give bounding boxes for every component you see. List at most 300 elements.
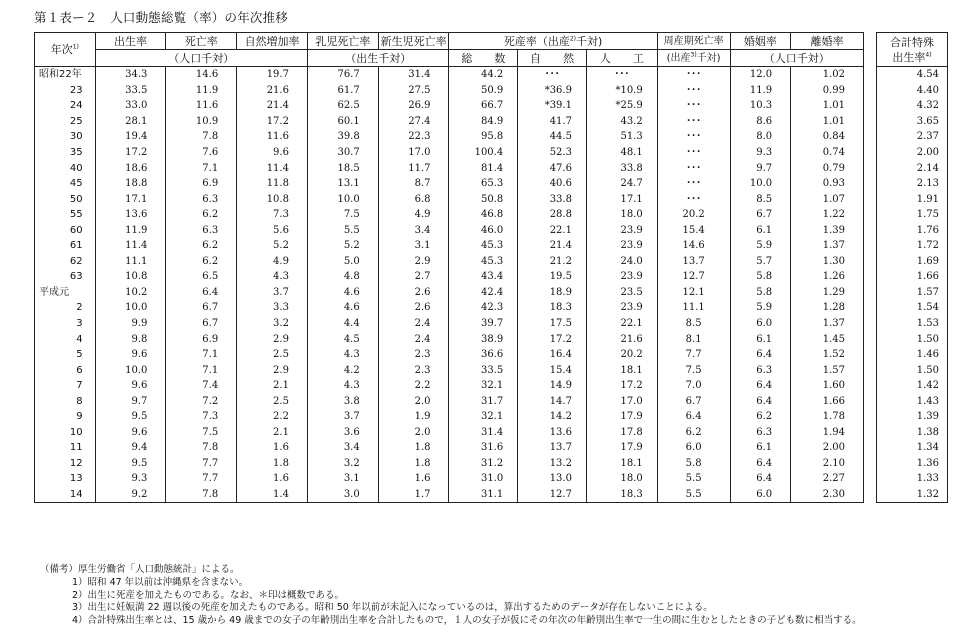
table-row — [877, 222, 948, 238]
table-cell: 5.9 — [730, 238, 791, 254]
table-cell: 13.6 — [518, 425, 587, 441]
table-cell: 1.57 — [791, 362, 864, 378]
table-cell: 31.4 — [378, 67, 449, 83]
table-cell: 40.6 — [518, 176, 587, 192]
table-cell: 1.66 — [791, 393, 864, 409]
table-cell: ･･･ — [518, 67, 587, 83]
total-fertility-rate-table — [876, 32, 948, 503]
tfr-cell: 1.91 — [877, 191, 948, 207]
table-row — [35, 362, 864, 378]
table-cell: 9.2 — [95, 487, 166, 503]
year-cell: 5 — [35, 347, 96, 363]
table-cell: 6.0 — [730, 316, 791, 332]
header-unit-population-2: （人口千対） — [730, 50, 864, 67]
table-cell: 11.9 — [95, 222, 166, 238]
table-cell: 9.5 — [95, 409, 166, 425]
table-cell: 0.93 — [791, 176, 864, 192]
year-cell: 30 — [35, 129, 96, 145]
table-cell: 18.1 — [586, 362, 657, 378]
table-cell: 9.5 — [95, 456, 166, 472]
note-source: （備考）厚生労働省「人口動態統計」による。 — [40, 564, 240, 575]
table-cell: 6.4 — [730, 347, 791, 363]
table-cell: 43.2 — [586, 114, 657, 130]
table-cell: 31.4 — [449, 425, 518, 441]
table-cell: ･･･ — [657, 98, 730, 114]
tfr-cell: 3.65 — [877, 114, 948, 130]
table-cell: 6.0 — [657, 440, 730, 456]
table-cell: 1.39 — [791, 222, 864, 238]
table-cell: 7.1 — [166, 160, 237, 176]
table-cell: 7.5 — [307, 207, 378, 223]
table-row — [877, 300, 948, 316]
table-cell: ･･･ — [586, 67, 657, 83]
table-row — [35, 471, 864, 487]
table-cell: 1.78 — [791, 409, 864, 425]
table-row — [35, 176, 864, 192]
tfr-cell: 1.42 — [877, 378, 948, 394]
table-cell: 3.1 — [378, 238, 449, 254]
table-cell: 1.6 — [237, 471, 308, 487]
table-cell: 23.9 — [586, 238, 657, 254]
table-cell: *25.9 — [586, 98, 657, 114]
note-4: 4）合計特殊出生率とは、15 歳から 49 歳までの女子の年齢別出生率を合計したもので，１人の女子が仮にその年次の年齢別出生率で一生の間に生むとしたときの子ども数に相当する。 — [72, 615, 862, 627]
table-row — [877, 331, 948, 347]
table-cell: 9.3 — [730, 145, 791, 161]
table-cell: 0.84 — [791, 129, 864, 145]
table-cell: 6.4 — [730, 378, 791, 394]
table-cell: 4.3 — [237, 269, 308, 285]
table-cell: 9.9 — [95, 316, 166, 332]
table-row — [35, 425, 864, 441]
table-cell: 5.8 — [657, 456, 730, 472]
table-row — [877, 347, 948, 363]
table-cell: 1.26 — [791, 269, 864, 285]
table-cell: 32.1 — [449, 409, 518, 425]
table-cell: 17.5 — [518, 316, 587, 332]
table-cell: 33.0 — [95, 98, 166, 114]
table-cell: 2.6 — [378, 285, 449, 301]
table-cell: 26.9 — [378, 98, 449, 114]
table-cell: 3.7 — [237, 285, 308, 301]
table-cell: 19.7 — [237, 67, 308, 83]
table-cell: 65.3 — [449, 176, 518, 192]
table-cell: ･･･ — [657, 83, 730, 99]
table-cell: 6.4 — [730, 393, 791, 409]
table-cell: 2.3 — [378, 347, 449, 363]
table-cell: 5.9 — [730, 300, 791, 316]
table-cell: 2.00 — [791, 440, 864, 456]
tfr-cell: 1.54 — [877, 300, 948, 316]
table-cell: 1.60 — [791, 378, 864, 394]
table-cell: 13.7 — [657, 254, 730, 270]
year-cell: 62 — [35, 254, 96, 270]
table-cell: 10.0 — [307, 191, 378, 207]
table-cell: 34.3 — [95, 67, 166, 83]
table-cell: 36.6 — [449, 347, 518, 363]
note-1: 1）昭和 47 年以前は沖縄県を含まない。 — [72, 576, 249, 588]
table-cell: 43.4 — [449, 269, 518, 285]
table-cell: 39.7 — [449, 316, 518, 332]
table-cell: 38.9 — [449, 331, 518, 347]
table-cell: 8.6 — [730, 114, 791, 130]
table-cell: 6.1 — [730, 222, 791, 238]
table-cell: 2.3 — [378, 362, 449, 378]
tfr-cell: 2.37 — [877, 129, 948, 145]
table-cell: 10.0 — [95, 362, 166, 378]
table-cell: 5.2 — [237, 238, 308, 254]
header-perinatal: 周産期死亡率 — [657, 33, 730, 50]
year-cell: 6 — [35, 362, 96, 378]
table-cell: 10.2 — [95, 285, 166, 301]
table-row — [877, 456, 948, 472]
tfr-cell: 1.72 — [877, 238, 948, 254]
table-cell: 18.5 — [307, 160, 378, 176]
table-cell: 18.0 — [586, 471, 657, 487]
tfr-cell: 2.13 — [877, 176, 948, 192]
table-cell: 1.28 — [791, 300, 864, 316]
table-row — [35, 440, 864, 456]
table-cell: 16.4 — [518, 347, 587, 363]
table-cell: *10.9 — [586, 83, 657, 99]
table-cell: 42.4 — [449, 285, 518, 301]
table-cell: 15.4 — [518, 362, 587, 378]
table-cell: 23.9 — [586, 269, 657, 285]
table-cell: *36.9 — [518, 83, 587, 99]
table-cell: 7.6 — [166, 145, 237, 161]
year-cell: 11 — [35, 440, 96, 456]
table-cell: 3.8 — [307, 393, 378, 409]
table-cell: 10.9 — [166, 114, 237, 130]
table-row — [877, 176, 948, 192]
table-cell: 6.8 — [378, 191, 449, 207]
table-cell: 13.2 — [518, 456, 587, 472]
header-tfr: 合計特殊 出生率$^{4)}$ — [877, 33, 948, 67]
table-row — [877, 114, 948, 130]
table-cell: 7.8 — [166, 487, 237, 503]
tfr-cell: 1.39 — [877, 409, 948, 425]
table-row — [877, 393, 948, 409]
table-row — [35, 191, 864, 207]
table-cell: 47.6 — [518, 160, 587, 176]
year-cell: 45 — [35, 176, 96, 192]
table-cell: 31.0 — [449, 471, 518, 487]
table-cell: 9.6 — [95, 378, 166, 394]
table-cell: 6.4 — [657, 409, 730, 425]
table-cell: 18.8 — [95, 176, 166, 192]
table-cell: 21.2 — [518, 254, 587, 270]
table-cell: 6.2 — [166, 207, 237, 223]
table-cell: 21.4 — [237, 98, 308, 114]
table-cell: 2.9 — [237, 331, 308, 347]
table-cell: 31.1 — [449, 487, 518, 503]
table-row — [877, 129, 948, 145]
table-cell: 2.9 — [237, 362, 308, 378]
table-cell: 11.4 — [95, 238, 166, 254]
table-cell: 2.4 — [378, 316, 449, 332]
table-cell: 6.2 — [657, 425, 730, 441]
table-cell: 1.29 — [791, 285, 864, 301]
table-cell: 17.2 — [518, 331, 587, 347]
table-cell: 14.2 — [518, 409, 587, 425]
table-cell: 2.0 — [378, 393, 449, 409]
table-cell: 6.1 — [730, 440, 791, 456]
table-cell: 62.5 — [307, 98, 378, 114]
table-row — [35, 378, 864, 394]
notes — [40, 564, 862, 628]
tfr-cell: 1.33 — [877, 471, 948, 487]
table-row — [35, 83, 864, 99]
year-cell: 4 — [35, 331, 96, 347]
table-cell: ･･･ — [657, 114, 730, 130]
table-cell: 27.4 — [378, 114, 449, 130]
year-cell: 61 — [35, 238, 96, 254]
table-cell: 24.7 — [586, 176, 657, 192]
year-cell: 14 — [35, 487, 96, 503]
table-cell: 14.6 — [657, 238, 730, 254]
table-row — [877, 207, 948, 223]
page-title: 第１表ー２ 人口動態総覧（率）の年次推移 — [34, 10, 289, 25]
table-row — [877, 269, 948, 285]
table-cell: 9.7 — [730, 160, 791, 176]
table-cell: 1.9 — [378, 409, 449, 425]
table-row — [877, 238, 948, 254]
table-cell: 31.6 — [449, 440, 518, 456]
table-cell: 1.52 — [791, 347, 864, 363]
tfr-cell: 1.69 — [877, 254, 948, 270]
table-cell: 6.3 — [166, 222, 237, 238]
header-neonatal-death: 新生児死亡率 — [378, 33, 449, 50]
table-cell: 8.1 — [657, 331, 730, 347]
table-cell: 1.6 — [378, 471, 449, 487]
table-cell: 28.8 — [518, 207, 587, 223]
table-cell: 11.4 — [237, 160, 308, 176]
table-cell: 18.1 — [586, 456, 657, 472]
tfr-cell: 1.46 — [877, 347, 948, 363]
table-cell: 4.6 — [307, 300, 378, 316]
table-cell: 18.0 — [586, 207, 657, 223]
table-cell: 17.2 — [95, 145, 166, 161]
table-cell: 6.2 — [166, 254, 237, 270]
table-cell: 3.2 — [237, 316, 308, 332]
table-cell: 19.4 — [95, 129, 166, 145]
table-cell: 12.7 — [657, 269, 730, 285]
table-cell: 7.2 — [166, 393, 237, 409]
table-cell: 33.5 — [95, 83, 166, 99]
table-cell: 8.7 — [378, 176, 449, 192]
table-cell: 3.4 — [378, 222, 449, 238]
table-cell: 95.8 — [449, 129, 518, 145]
header-fetal-artificial: 人 工 — [586, 50, 657, 67]
tfr-cell: 4.54 — [877, 67, 948, 83]
table-row — [877, 487, 948, 503]
table-row — [35, 269, 864, 285]
tfr-cell: 4.32 — [877, 98, 948, 114]
table-cell: 6.4 — [730, 471, 791, 487]
table-cell: 2.1 — [237, 378, 308, 394]
tfr-cell: 1.66 — [877, 269, 948, 285]
table-cell: 11.7 — [378, 160, 449, 176]
table-cell: 6.2 — [730, 409, 791, 425]
table-cell: 6.0 — [730, 487, 791, 503]
table-row — [877, 67, 948, 83]
table-row — [35, 129, 864, 145]
table-row — [877, 362, 948, 378]
table-cell: 11.1 — [657, 300, 730, 316]
table-cell: ･･･ — [657, 160, 730, 176]
table-cell: 18.6 — [95, 160, 166, 176]
table-cell: 1.07 — [791, 191, 864, 207]
table-cell: 3.6 — [307, 425, 378, 441]
table-cell: 39.8 — [307, 129, 378, 145]
table-cell: 2.6 — [378, 300, 449, 316]
table-cell: 0.79 — [791, 160, 864, 176]
table-cell: 21.6 — [586, 331, 657, 347]
table-cell: 17.9 — [586, 440, 657, 456]
table-cell: 4.9 — [237, 254, 308, 270]
table-cell: 2.10 — [791, 456, 864, 472]
table-cell: 11.9 — [166, 83, 237, 99]
table-cell: 3.2 — [307, 456, 378, 472]
table-cell: 11.6 — [237, 129, 308, 145]
table-row — [35, 285, 864, 301]
table-cell: 31.2 — [449, 456, 518, 472]
table-cell: 17.8 — [586, 425, 657, 441]
table-cell: 20.2 — [657, 207, 730, 223]
table-row — [877, 191, 948, 207]
table-row — [35, 487, 864, 503]
table-cell: 6.4 — [166, 285, 237, 301]
table-cell: 1.8 — [378, 456, 449, 472]
tfr-cell: 1.36 — [877, 456, 948, 472]
year-cell: 昭和22年 — [35, 67, 96, 83]
table-cell: 3.0 — [307, 487, 378, 503]
header-perinatal-unit: (出産$^{3)}$千対) — [657, 50, 730, 67]
table-cell: 13.0 — [518, 471, 587, 487]
table-row — [35, 347, 864, 363]
table-cell: 9.4 — [95, 440, 166, 456]
table-cell: 4.9 — [378, 207, 449, 223]
table-cell: 1.37 — [791, 238, 864, 254]
year-cell: 50 — [35, 191, 96, 207]
year-cell: 9 — [35, 409, 96, 425]
table-cell: 5.7 — [730, 254, 791, 270]
header-marriage: 婚姻率 — [730, 33, 791, 50]
table-cell: 7.4 — [166, 378, 237, 394]
table-cell: 81.4 — [449, 160, 518, 176]
tfr-cell: 1.34 — [877, 440, 948, 456]
header-unit-births: （出生千対） — [307, 50, 449, 67]
year-cell: 25 — [35, 114, 96, 130]
table-row — [35, 207, 864, 223]
table-cell: 6.7 — [657, 393, 730, 409]
table-cell: 9.8 — [95, 331, 166, 347]
table-cell: 7.0 — [657, 378, 730, 394]
vital-statistics-table — [34, 32, 864, 503]
year-cell: 35 — [35, 145, 96, 161]
table-cell: 12.7 — [518, 487, 587, 503]
table-cell: ･･･ — [657, 176, 730, 192]
table-row — [35, 238, 864, 254]
tfr-cell: 1.38 — [877, 425, 948, 441]
table-cell: 24.0 — [586, 254, 657, 270]
table-row — [877, 425, 948, 441]
table-cell: 10.0 — [730, 176, 791, 192]
table-cell: 2.7 — [378, 269, 449, 285]
note-3: 3）出生に妊娠満 22 週以後の死産を加えたものである。昭和 50 年以前が未記入になっているのは，算出するためのデータが存在しないことによる。 — [72, 602, 713, 614]
table-cell: 66.7 — [449, 98, 518, 114]
table-cell: 22.1 — [586, 316, 657, 332]
table-cell: 51.3 — [586, 129, 657, 145]
table-row — [877, 285, 948, 301]
table-cell: 11.9 — [730, 83, 791, 99]
table-cell: ･･･ — [657, 67, 730, 83]
table-cell: 12.1 — [657, 285, 730, 301]
table-cell: 42.3 — [449, 300, 518, 316]
table-cell: 5.8 — [730, 285, 791, 301]
year-cell: 7 — [35, 378, 96, 394]
table-cell: 1.22 — [791, 207, 864, 223]
table-cell: 2.2 — [237, 409, 308, 425]
table-cell: 17.0 — [586, 393, 657, 409]
year-cell: 55 — [35, 207, 96, 223]
table-row — [35, 300, 864, 316]
table-cell: 18.3 — [586, 487, 657, 503]
note-2: 2）出生に死産を加えたものである。なお、＊印は概数である。 — [72, 589, 345, 601]
table-cell: 27.5 — [378, 83, 449, 99]
table-cell: 14.9 — [518, 378, 587, 394]
table-cell: 8.0 — [730, 129, 791, 145]
header-infant-death: 乳児死亡率 — [307, 33, 378, 50]
table-cell: 4.3 — [307, 378, 378, 394]
table-cell: 2.5 — [237, 393, 308, 409]
year-cell: 3 — [35, 316, 96, 332]
table-cell: 15.4 — [657, 222, 730, 238]
tfr-cell: 1.75 — [877, 207, 948, 223]
table-cell: 6.7 — [166, 300, 237, 316]
table-cell: 14.7 — [518, 393, 587, 409]
tfr-cell: 1.43 — [877, 393, 948, 409]
table-cell: 17.2 — [237, 114, 308, 130]
tfr-cell: 2.14 — [877, 160, 948, 176]
table-cell: 2.5 — [237, 347, 308, 363]
table-cell: 22.1 — [518, 222, 587, 238]
tfr-cell: 1.50 — [877, 362, 948, 378]
header-unit-population: （人口千対） — [95, 50, 307, 67]
table-cell: 33.5 — [449, 362, 518, 378]
table-cell: 0.99 — [791, 83, 864, 99]
year-cell: 12 — [35, 456, 96, 472]
table-cell: 44.2 — [449, 67, 518, 83]
table-row — [877, 316, 948, 332]
tfr-cell: 1.32 — [877, 487, 948, 503]
tfr-cell: 1.57 — [877, 285, 948, 301]
table-row — [35, 67, 864, 83]
table-row — [35, 145, 864, 161]
table-cell: 44.5 — [518, 129, 587, 145]
table-cell: 1.01 — [791, 98, 864, 114]
year-cell: 13 — [35, 471, 96, 487]
table-row — [35, 331, 864, 347]
table-row — [877, 160, 948, 176]
table-cell: 8.5 — [657, 316, 730, 332]
table-cell: 13.6 — [95, 207, 166, 223]
table-row — [877, 145, 948, 161]
table-cell: *39.1 — [518, 98, 587, 114]
table-cell: 23.9 — [586, 222, 657, 238]
table-row — [35, 393, 864, 409]
table-row — [35, 254, 864, 270]
table-cell: 7.3 — [237, 207, 308, 223]
